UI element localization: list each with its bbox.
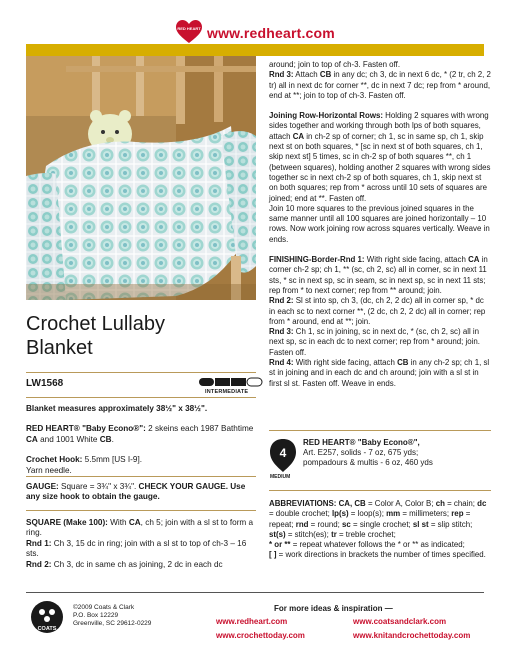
yarn-ca: CA: [26, 434, 38, 444]
yarn-paragraph: [26, 424, 256, 445]
yarn-weight-icon: [269, 438, 297, 474]
abbr-dc-def: = double crochet;: [269, 509, 332, 519]
gauge-check: CHECK YOUR GAUGE. Use any size hook to obtain the gauge.: [26, 482, 246, 502]
skill-level-label: INTERMEDIATE: [205, 389, 249, 395]
abbr-tr-def: = treble crochet;: [336, 529, 396, 539]
finishing-text-2: in corner ch-2 sp; ch 1, ** (sc, ch 2, sc) all in corner, sc in next 11 sts, * sc in next sp, sc in seam, sc in next sp, sc in next 11 sts; rep from * to next corner; rep from ** around; join.: [269, 255, 488, 295]
abbr-slst: sl st: [412, 519, 429, 529]
footer-link-redheart[interactable]: www.redheart.com: [216, 617, 288, 626]
gauge-label: GAUGE:: [26, 482, 59, 491]
yarn-rule-top: [269, 430, 491, 431]
border-rnd2: [269, 296, 491, 327]
square-section: [26, 518, 256, 570]
site-url-link[interactable]: www.redheart.com: [207, 25, 335, 41]
finishing-paragraph: [269, 255, 491, 296]
coats-logo-text: COATS: [37, 626, 57, 632]
abbr-mm-def: = millimeters;: [400, 509, 452, 519]
border-rnd3: [269, 327, 491, 358]
more-ideas-text: For more ideas & inspiration —: [274, 604, 393, 613]
logo-text: RED HEART: [177, 26, 201, 31]
joining-title: Joining Row-Horizontal Rows:: [269, 111, 383, 121]
square-ca: CA: [128, 518, 141, 527]
rnd3-text-2: in any dc; ch 3, dc in next 6 dc, * (2 tr, ch 2, 2 tr) all in next dc for corner **, dc in next 7 dc; rep from * around, end at **; join to top of ch-3. Fasten off.: [269, 70, 491, 100]
finishing-text-1: With right side facing, attach: [364, 255, 469, 265]
abbr-mm: mm: [386, 509, 401, 519]
abbr-ch: ch: [435, 499, 445, 508]
gauge-value: Square = 3¾" x 3¾".: [58, 482, 139, 491]
border-rnd4-cb: CB: [397, 358, 409, 368]
border-rnd4-text-2: in any ch-2 sp; ch 1, sl st in joining and in each dc and ch around; join with a sl st in first sl st. Fasten off. Weave in ends.: [269, 358, 490, 388]
abbr-tr: tr: [331, 529, 337, 539]
abbr-rnd-def: = round;: [308, 519, 343, 529]
rnd3-paragraph: [269, 70, 491, 101]
copyright-text: ©2009 Coats & Clark: [73, 604, 135, 611]
abbreviations-section: [269, 499, 491, 561]
coats-logo-icon: [30, 600, 64, 634]
gold-band: [26, 44, 484, 56]
abbr-rule: [269, 490, 491, 491]
measure-text: Blanket measures approximately 38½" x 38½".: [26, 404, 208, 413]
abbr-rnd: rnd: [295, 519, 309, 529]
footer-link-crochettoday[interactable]: www.crochettoday.com: [216, 631, 305, 640]
abbr-ca-cb: CA, CB: [336, 499, 366, 508]
square-text-1: With: [107, 518, 129, 527]
gauge-rule-bottom: [26, 510, 256, 511]
needle-text: Yarn needle.: [26, 465, 72, 475]
abbr-sc: sc: [342, 519, 351, 529]
yarn-weight-number: 4: [279, 446, 287, 460]
title-rule: [26, 372, 256, 373]
hook-paragraph: [26, 455, 256, 465]
joining-more: Join 10 more squares to the previous joined squares in the same manner until all 100 squares are joined horizontally – 10 rows. Now work joining row across squares vertically. Weave in ends.: [269, 203, 490, 244]
abbr-sc-def: = single crochet;: [350, 519, 413, 529]
border-rnd2-label: Rnd 2:: [269, 296, 294, 306]
abbr-dc: dc: [477, 499, 487, 508]
rnd3-cb: CB: [319, 70, 332, 80]
abbr-star-def: = repeat whatever follows the * or ** as indicated;: [290, 540, 465, 550]
yarn-article: Art. E257, solids - 7 oz, 675 yds;: [303, 448, 419, 457]
joining-ca: CA: [292, 131, 305, 141]
joining-paragraph: [269, 111, 491, 204]
pobox-text: P.O. Box 12229: [73, 612, 119, 620]
yarn-cb: CB: [99, 434, 112, 444]
yarn-brand: RED HEART® "Baby Econo®",: [303, 438, 420, 447]
yarn-info-block: [269, 438, 491, 482]
blanket-photo: [26, 56, 256, 300]
rnd2-label: Rnd 2:: [26, 559, 52, 569]
abbr-rep: rep: [451, 509, 464, 519]
yarn-end: .: [111, 434, 114, 444]
red-heart-logo-icon[interactable]: [176, 20, 202, 44]
abbr-slst-def: = slip stitch;: [428, 519, 473, 529]
footer-link-knitandcrochettoday[interactable]: www.knitandcrochettoday.com: [353, 631, 471, 640]
joining-text-1: Holding 2 squares with wrong sides together and working through both lps of both squares, attach: [269, 111, 489, 141]
border-rnd3-label: Rnd 3:: [269, 327, 294, 337]
abbr-lp-def: = loop(s);: [348, 509, 387, 519]
finishing-title: FINISHING-Border-Rnd 1:: [269, 255, 365, 265]
pattern-title: [26, 312, 256, 360]
joining-text-2: in ch-2 sp of corner; ch 1, sc in same sp, ch 1, skip next st on both squares, * [sc in next st of both squares, ch 1, skip next st] 5 times, sc in ch-2 sp of both squares **, ch 1 (between squares), holding another 2 squares with wrong sides together sc in next ch-2 sp of both squares, ch 1, skip next st on both squares; rep from * across until 10 sets of squares are joined; end at **. Fasten off.: [269, 131, 491, 203]
city-text: Greenville, SC 29612-0229: [73, 620, 152, 628]
footer-link-coatsandclark[interactable]: www.coatsandclark.com: [353, 617, 447, 626]
rnd3-text-1: Attach: [293, 70, 320, 80]
abbr-label: ABBREVIATIONS:: [269, 499, 337, 508]
yarn-multis: pompadours & multis - 6 oz, 460 yds: [303, 458, 433, 467]
rnd1-label: Rnd 1:: [26, 538, 52, 548]
border-rnd3-text: Ch 1, sc in joining, sc in next dc, * (sc, ch 2, sc) all in next sp, sc in each dc to next corner; rep from * around; join. Fasten off.: [269, 327, 480, 357]
yarn-weight-label: MEDIUM: [270, 474, 291, 480]
hook-value: 5.5mm [US I-9].: [82, 455, 143, 465]
level-rule: [26, 397, 256, 398]
materials-section: [26, 404, 256, 486]
abbr-star: * or **: [269, 540, 291, 550]
abbr-lp: lp(s): [331, 509, 349, 519]
yarn-details: [303, 438, 433, 468]
rnd2-text: Ch 3, dc in same ch as joining, 2 dc in each dc: [51, 559, 223, 569]
yarn-desc-2: and 1001 White: [37, 434, 100, 444]
finishing-ca: CA: [468, 255, 480, 265]
gauge-rule-top: [26, 476, 256, 477]
abbr-rep-def: = repeat;: [269, 509, 471, 529]
cont-text: around; join to top of ch-3. Fasten off.: [269, 60, 401, 69]
abbr-ca-cb-def: = Color A, Color B;: [365, 499, 436, 508]
footer-rule: [26, 592, 484, 593]
border-rnd4-text-1: With right side facing, attach: [293, 358, 398, 368]
abbr-brackets-def: = work directions in brackets the number of times specified.: [276, 550, 486, 560]
border-rnd4-label: Rnd 4:: [269, 358, 294, 368]
gauge-section: [26, 482, 256, 513]
pattern-code: LW1568: [26, 378, 64, 389]
rnd3-label: Rnd 3:: [269, 70, 294, 80]
hook-label: Crochet Hook:: [26, 455, 83, 465]
yarn-label: RED HEART® "Baby Econo®":: [26, 424, 146, 434]
abbr-st: st(s): [269, 529, 286, 539]
abbr-brackets: [ ]: [269, 550, 277, 560]
square-label: SQUARE (Make 100):: [26, 518, 108, 527]
skill-level-icon: [199, 377, 269, 387]
square-text-2: , ch 5; join with a sl st to form a ring.: [26, 518, 254, 538]
abbr-st-def: = stitch(es);: [285, 529, 332, 539]
title-line-2: Blanket: [26, 337, 93, 359]
border-rnd4: [269, 358, 491, 389]
rnd1-text: Ch 3, 15 dc in ring; join with a sl st to top of ch-3 – 16 sts.: [26, 538, 247, 559]
instructions-column: [269, 60, 491, 389]
coats-address: [73, 604, 151, 629]
abbr-ch-def: = chain;: [444, 499, 478, 508]
yarn-desc-1: 2 skeins each 1987 Bathtime: [145, 424, 254, 434]
title-line-1: Crochet Lullaby: [26, 313, 165, 335]
header: [0, 0, 510, 48]
border-rnd2-text: Sl st into sp, ch 3, (dc, ch 2, 2 dc) all in corner sp, * dc in each sc to next corner **, (2 dc, ch 2, 2 dc) all in corner; rep from * around, end at **; join.: [269, 296, 486, 326]
